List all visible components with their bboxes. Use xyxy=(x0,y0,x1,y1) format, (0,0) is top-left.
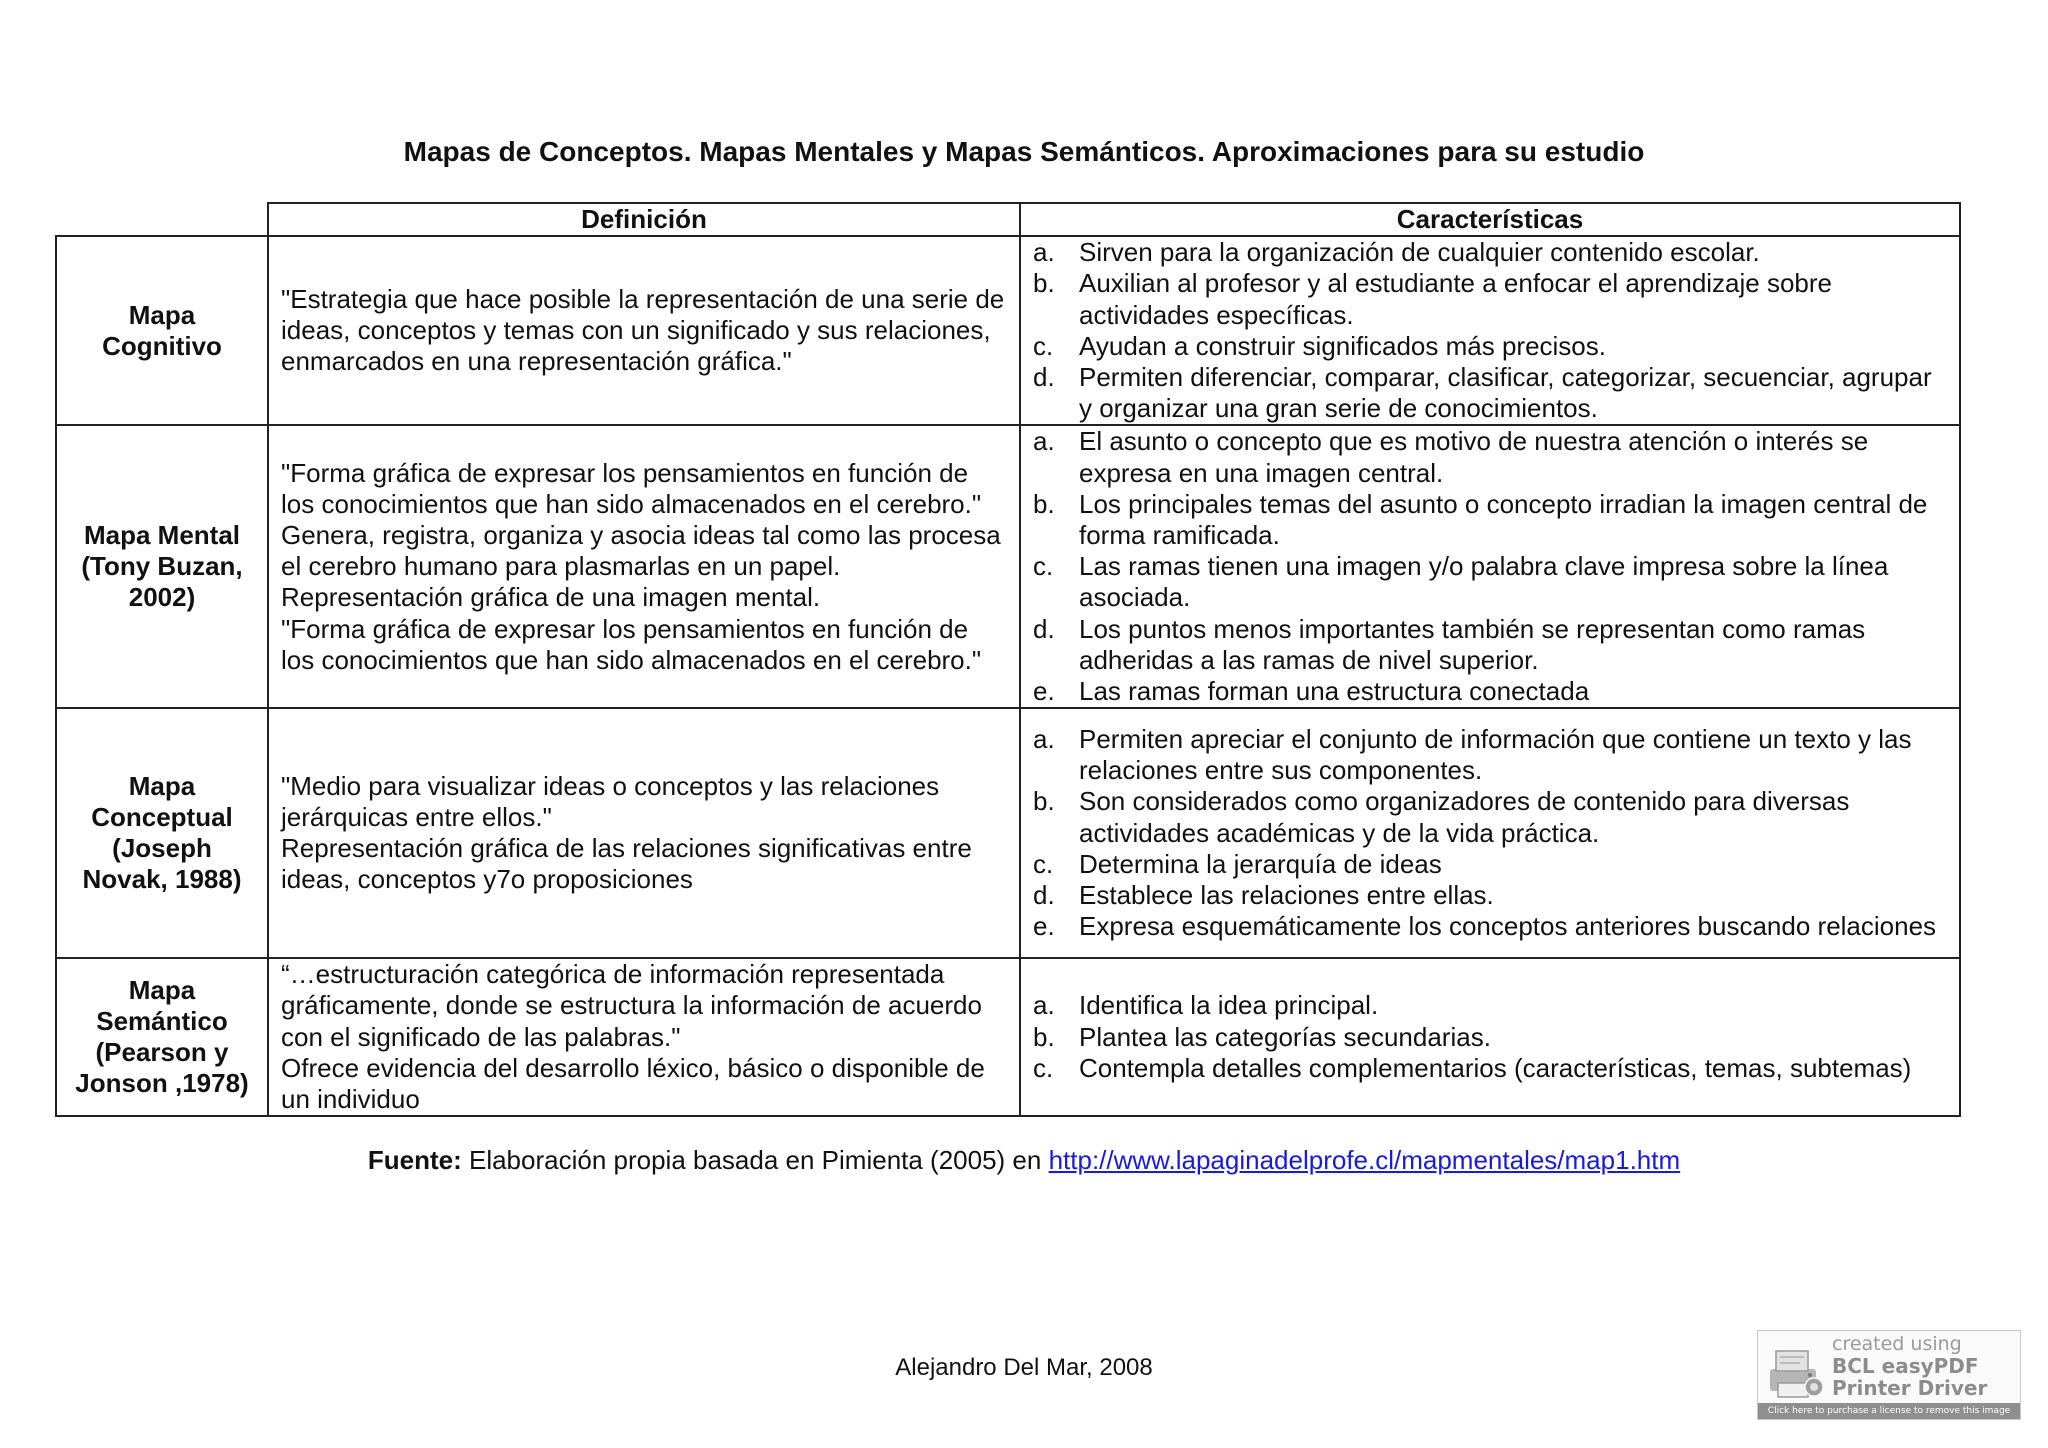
feature-marker: b. xyxy=(1033,268,1055,299)
row-label-line: Cognitivo xyxy=(102,330,222,361)
feature-item xyxy=(1033,1022,1949,1053)
feature-item xyxy=(1033,362,1949,424)
feature-item xyxy=(1033,880,1949,911)
features-cell xyxy=(1020,425,1960,708)
feature-marker: d. xyxy=(1033,613,1055,644)
row-label-line: (Joseph xyxy=(112,833,212,864)
feature-text: Sirven para la organización de cualquier contenido escolar. xyxy=(1079,237,1760,268)
row-label-line: (Tony Buzan, xyxy=(81,551,243,582)
header-definition: Definición xyxy=(268,203,1020,236)
features-cell xyxy=(1020,708,1960,958)
definition-paragraph: "Estrategia que hace posible la representación de una serie de ideas, conceptos y temas con un significado y sus relaciones, enmarcados en una representación gráfica." xyxy=(281,284,1005,377)
watermark-line-1: created using xyxy=(1832,1333,1962,1355)
feature-marker: c. xyxy=(1033,1052,1054,1083)
feature-item xyxy=(1033,268,1949,330)
watermark-line-3: Printer Driver xyxy=(1832,1376,1988,1400)
feature-text: Determina la jerarquía de ideas xyxy=(1079,848,1442,879)
features-list xyxy=(1033,724,1949,942)
feature-text: Permiten apreciar el conjunto de información que contiene un texto y las relaciones entre sus componentes. xyxy=(1079,724,1912,786)
definition-cell xyxy=(268,236,1020,425)
feature-text: Expresa esquemáticamente los conceptos anteriores buscando relaciones xyxy=(1079,911,1937,942)
features-list xyxy=(1033,237,1949,424)
feature-marker: a. xyxy=(1033,724,1055,755)
document-title: Mapas de Conceptos. Mapas Mentales y Mapas Semánticos. Aproximaciones para su estudio xyxy=(403,136,1645,167)
feature-text: Auxilian al profesor y al estudiante a enfocar el aprendizaje sobre actividades específicas. xyxy=(1079,268,1833,330)
row-label-line: Mapa xyxy=(128,770,196,801)
feature-text: Los principales temas del asunto o concepto irradian la imagen central de forma ramificada. xyxy=(1079,488,1928,551)
definition-paragraph: Representación gráfica de una imagen mental. xyxy=(281,582,821,613)
feature-text: Son considerados como organizadores de contenido para diversas actividades académicas y de la vida práctica. xyxy=(1079,786,1850,848)
feature-text: Permiten diferenciar, comparar, clasificar, categorizar, secuenciar, agrupar y organizar una gran serie de conocimientos. xyxy=(1079,362,1932,424)
header-features: Características xyxy=(1020,203,1960,236)
table-row-mapa-cognitivo xyxy=(56,236,1960,425)
definition-paragraph: "Forma gráfica de expresar los pensamientos en función de los conocimientos que han sido almacenados en el cerebro." Genera, registra, organiza y asocia ideas tal como las procesa el cerebro humano para plasmarlas en un papel. xyxy=(281,457,1001,582)
feature-item xyxy=(1033,786,1949,848)
feature-item xyxy=(1033,1053,1949,1084)
definition-paragraph: “…estructuración categórica de información representada gráficamente, donde se estructura la información de acuerdo con el significado de las palabras." xyxy=(281,959,982,1052)
concept-maps-table xyxy=(55,202,1961,1117)
watermark-text xyxy=(1832,1333,1987,1399)
definition-paragraph: "Forma gráfica de expresar los pensamientos en función de los conocimientos que han sido almacenados en el cerebro." xyxy=(281,613,982,675)
feature-marker: d. xyxy=(1033,362,1055,393)
definition-cell xyxy=(268,425,1020,708)
printer-icon xyxy=(1766,1343,1826,1403)
row-label-line: Jonson ,1978) xyxy=(75,1068,249,1099)
feature-text: Contempla detalles complementarios (características, temas, subtemas) xyxy=(1079,1052,1912,1083)
definition-cell xyxy=(268,708,1020,958)
row-label-line: Mapa xyxy=(128,299,196,330)
feature-item xyxy=(1033,331,1949,362)
pdf-watermark[interactable] xyxy=(1757,1330,2021,1420)
feature-marker: a. xyxy=(1033,426,1055,457)
row-label-line: Mapa Mental xyxy=(83,520,241,551)
feature-item xyxy=(1033,724,1949,786)
feature-text: Los puntos menos importantes también se representan como ramas adheridas a las ramas de nivel superior. xyxy=(1079,613,1866,675)
row-label-line: Novak, 1988) xyxy=(82,864,242,895)
feature-text: Establece las relaciones entre ellas. xyxy=(1079,880,1494,911)
watermark-license-bar[interactable]: Click here to purchase a license to remove this image xyxy=(1758,1403,2020,1419)
feature-marker: c. xyxy=(1033,551,1054,582)
feature-item xyxy=(1033,614,1949,676)
table-row-mapa-mental xyxy=(56,425,1960,708)
feature-item xyxy=(1033,849,1949,880)
feature-item xyxy=(1033,237,1949,268)
feature-marker: e. xyxy=(1033,911,1055,942)
definition-paragraph: Ofrece evidencia del desarrollo léxico, básico o disponible de un individuo xyxy=(281,1052,985,1115)
source-link[interactable]: http://www.lapaginadelprofe.cl/mapmentales/map1.htm xyxy=(1048,1145,1681,1175)
features-cell xyxy=(1020,236,1960,425)
source-text: Elaboración propia basada en Pimienta (2005) en xyxy=(461,1145,1049,1175)
row-label-cell xyxy=(56,236,268,425)
row-label-line: 2002) xyxy=(128,582,196,613)
row-label-line: (Pearson y xyxy=(95,1037,229,1068)
source-label: Fuente: xyxy=(367,1145,462,1175)
feature-marker: b. xyxy=(1033,488,1055,519)
feature-item xyxy=(1033,551,1949,613)
row-label-line: Semántico xyxy=(96,1006,228,1037)
features-cell xyxy=(1020,958,1960,1116)
feature-marker: c. xyxy=(1033,330,1054,361)
feature-text: Identifica la idea principal. xyxy=(1079,990,1379,1021)
feature-text: Ayudan a construir significados más precisos. xyxy=(1079,330,1606,361)
source-note xyxy=(0,1145,2048,1176)
definition-cell xyxy=(268,958,1020,1116)
feature-marker: a. xyxy=(1033,237,1055,268)
feature-marker: d. xyxy=(1033,880,1055,911)
table-header-row xyxy=(56,203,1960,236)
table-row-mapa-semantico xyxy=(56,958,1960,1116)
feature-text: El asunto o concepto que es motivo de nuestra atención o interés se expresa en una imagen central. xyxy=(1079,426,1869,488)
row-label-line: Mapa xyxy=(128,974,196,1005)
feature-item xyxy=(1033,676,1949,707)
feature-marker: c. xyxy=(1033,848,1054,879)
feature-item xyxy=(1033,911,1949,942)
row-label-cell xyxy=(56,958,268,1116)
feature-marker: e. xyxy=(1033,676,1055,707)
header-empty-cell xyxy=(56,203,268,236)
feature-item xyxy=(1033,426,1949,488)
table-row-mapa-conceptual xyxy=(56,708,1960,958)
feature-text: Las ramas tienen una imagen y/o palabra clave impresa sobre la línea asociada. xyxy=(1079,551,1889,613)
feature-marker: a. xyxy=(1033,990,1055,1021)
feature-text: Las ramas forman una estructura conectada xyxy=(1079,676,1590,707)
feature-marker: b. xyxy=(1033,786,1055,817)
feature-text: Plantea las categorías secundarias. xyxy=(1079,1021,1491,1052)
features-list xyxy=(1033,426,1949,707)
feature-item xyxy=(1033,990,1949,1021)
definition-paragraph: "Medio para visualizar ideas o conceptos y las relaciones jerárquicas entre ellos." xyxy=(281,770,940,833)
feature-marker: b. xyxy=(1033,1021,1055,1052)
row-label-cell xyxy=(56,708,268,958)
feature-item xyxy=(1033,489,1949,551)
definition-paragraph: Representación gráfica de las relaciones significativas entre ideas, conceptos y7o proposiciones xyxy=(281,833,972,895)
row-label-cell xyxy=(56,425,268,708)
features-list xyxy=(1033,990,1949,1084)
row-label-line: Conceptual xyxy=(91,802,233,833)
footer-author: Alejandro Del Mar, 2008 xyxy=(895,1354,1153,1381)
watermark-line-2: BCL easyPDF xyxy=(1832,1354,1979,1378)
